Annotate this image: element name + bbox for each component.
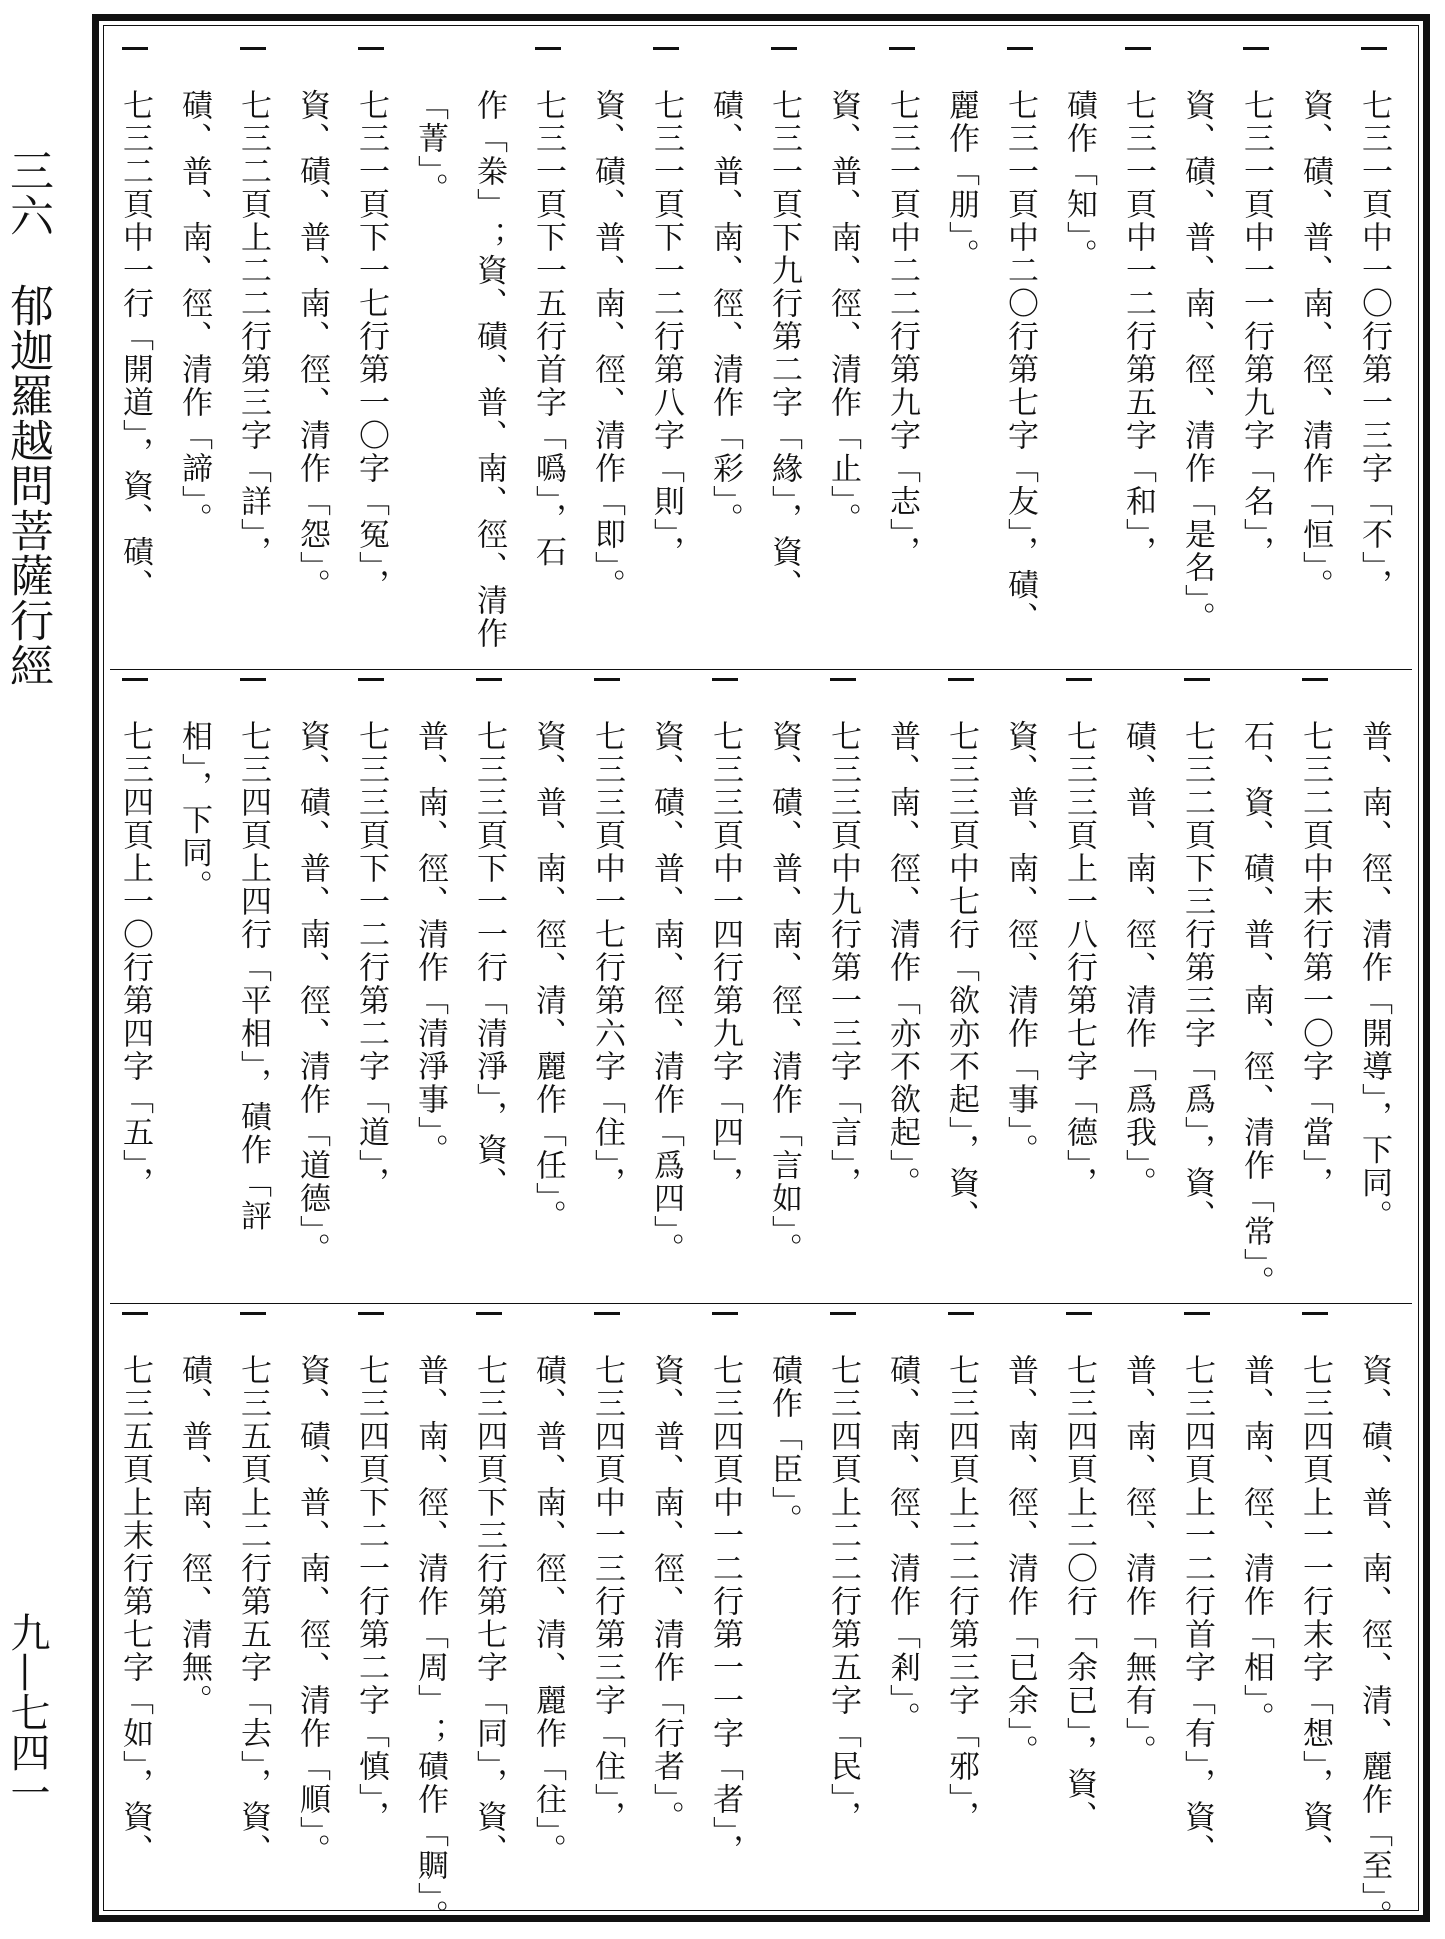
collation-continuation	[401, 39, 459, 663]
column-text: 磧、普、南、徑、清作「諦」。	[176, 89, 212, 536]
column-text: 七三二頁上二二行第三字「詳」，	[235, 89, 271, 569]
collation-continuation	[873, 670, 931, 1301]
column-text: 七三三頁中九行第一三字「言」，	[825, 720, 861, 1200]
entry-dash-mark	[358, 47, 384, 50]
column-text: 磧、普、南、徑、清作「爲我」。	[1120, 720, 1156, 1200]
collation-continuation	[1050, 39, 1108, 663]
collation-entry	[1109, 39, 1167, 663]
column-text: 石、資、磧、普、南、徑、清作「常」。	[1238, 720, 1274, 1299]
entry-dash-mark	[1066, 1312, 1092, 1315]
collation-entry	[755, 39, 813, 663]
collation-continuation	[1168, 39, 1226, 663]
entry-dash-mark	[122, 678, 148, 681]
entry-dash-mark	[476, 678, 502, 681]
column-text: 七三四頁上一一行末字「想」，資、	[1297, 1354, 1333, 1867]
collation-entry	[1168, 670, 1226, 1301]
collation-entry	[224, 1304, 282, 1923]
text-frame	[92, 14, 1430, 1933]
column-text: 七三三頁中七行「欲亦不起」，資、	[943, 720, 979, 1233]
column-text: 普、南、徑、清作「已余」。	[1002, 1354, 1038, 1768]
collation-entry	[106, 1304, 164, 1923]
column-text: 磧、普、南、徑、清無。	[176, 1354, 212, 1717]
collation-entry	[1286, 670, 1344, 1301]
collation-entry	[1050, 1304, 1108, 1923]
entry-dash-mark	[535, 47, 561, 50]
collation-continuation	[283, 670, 341, 1301]
column-text: 磧作「知」。	[1061, 89, 1097, 272]
collation-entry	[1286, 1304, 1344, 1923]
collation-entry	[224, 39, 282, 663]
entry-dash-mark	[889, 47, 915, 50]
collation-entry	[696, 1304, 754, 1923]
entry-dash-mark	[594, 1312, 620, 1315]
column-text: 資、磧、普、南、徑、清作「言如」。	[766, 720, 802, 1266]
column-text: 資、普、南、徑、清作「事」。	[1002, 720, 1038, 1167]
collation-continuation	[401, 670, 459, 1301]
entry-dash-mark	[122, 1312, 148, 1315]
collation-entry	[519, 39, 577, 663]
column-text: 七三一頁中一二行第五字「和」，	[1120, 89, 1156, 569]
collation-continuation	[1345, 1304, 1403, 1933]
collation-entry	[1227, 39, 1285, 663]
column-text: 七三一頁中二〇行第七字「友」，磧、	[1002, 89, 1038, 635]
column-text: 資、磧、普、南、徑、清作「道德」。	[294, 720, 330, 1266]
column-text: 七三一頁下一五行首字「噅」，石	[530, 89, 566, 569]
column-text: 七三四頁上一二行首字「有」，資、	[1179, 1354, 1215, 1867]
entry-dash-mark	[1184, 678, 1210, 681]
column-text: 七三一頁下一七行第一〇字「冤」，	[353, 89, 389, 602]
collation-continuation	[991, 1304, 1049, 1923]
column-text: 麗作「朋」。	[943, 89, 979, 272]
column-text: 普、南、徑、清作「清淨事」。	[412, 720, 448, 1167]
collation-continuation	[637, 670, 695, 1301]
column-text: 七三三頁中一七行第六字「住」，	[589, 720, 625, 1200]
entry-dash-mark	[1302, 678, 1328, 681]
entry-dash-mark	[1125, 47, 1151, 50]
column-text: 七三三頁下一二行第二字「道」，	[353, 720, 389, 1200]
column-text: 資、磧、普、南、徑、清作「恒」。	[1297, 89, 1333, 602]
column-text: 七三二頁中一行「開道」，資、磧、	[117, 89, 153, 602]
entry-dash-mark	[948, 1312, 974, 1315]
collation-continuation	[1345, 670, 1403, 1301]
collation-continuation	[1227, 1304, 1285, 1923]
collation-continuation	[1286, 39, 1344, 663]
collation-entry	[873, 39, 931, 663]
entry-dash-mark	[594, 678, 620, 681]
column-text: 七三四頁上二二行第五字「民」，	[825, 1354, 861, 1834]
entry-dash-mark	[948, 678, 974, 681]
column-text: 七三四頁下二一行第二字「慎」，	[353, 1354, 389, 1834]
collation-continuation	[755, 1304, 813, 1923]
entry-dash-mark	[830, 678, 856, 681]
column-text: 普、南、徑、清作「相」。	[1238, 1354, 1274, 1735]
column-text: 作「桊」；資、磧、普、南、徑、清作	[471, 89, 507, 650]
collation-continuation	[401, 1304, 459, 1933]
column-text: 普、南、徑、清作「開導」，下同。	[1356, 720, 1392, 1233]
collation-entry	[106, 670, 164, 1301]
column-text: 磧、普、南、徑、清作「彩」。	[707, 89, 743, 536]
collation-entry	[1050, 670, 1108, 1301]
collation-continuation	[873, 1304, 931, 1923]
column-text: 普、南、徑、清作「亦不欲起」。	[884, 720, 920, 1200]
collation-continuation	[1109, 670, 1167, 1301]
collation-entry	[460, 670, 518, 1301]
entry-dash-mark	[712, 678, 738, 681]
column-text: 資、普、南、徑、清、麗作「任」。	[530, 720, 566, 1233]
collation-continuation	[1227, 670, 1285, 1301]
entry-dash-mark	[771, 47, 797, 50]
entry-dash-mark	[476, 1312, 502, 1315]
page-number: 九—七四一	[4, 1612, 50, 1812]
column-text: 資、磧、普、南、徑、清、麗作「至」。	[1356, 1354, 1392, 1933]
collation-entry	[342, 39, 400, 663]
entry-dash-mark	[1302, 1312, 1328, 1315]
collation-entry	[991, 39, 1049, 663]
column-text: 七三一頁下九行第二字「緣」，資、	[766, 89, 802, 602]
collation-continuation	[696, 39, 754, 663]
column-text: 資、普、南、徑、清作「止」。	[825, 89, 861, 536]
entry-dash-mark	[358, 1312, 384, 1315]
column-text: 七三二頁中末行第一〇字「當」，	[1297, 720, 1333, 1200]
collation-entry	[814, 1304, 872, 1923]
collation-continuation	[165, 670, 223, 1301]
collation-continuation	[519, 1304, 577, 1923]
register-top	[110, 39, 1412, 663]
collation-entry	[224, 670, 282, 1301]
column-text: 七三四頁上四行「平相」，磧作「評	[235, 720, 271, 1233]
collation-continuation	[814, 39, 872, 663]
column-text: 七三四頁中一三行第三字「住」，	[589, 1354, 625, 1834]
collation-continuation	[283, 39, 341, 663]
entry-dash-mark	[122, 47, 148, 50]
column-text: 磧、南、徑、清作「剎」。	[884, 1354, 920, 1735]
collation-continuation	[991, 670, 1049, 1301]
collation-continuation	[460, 39, 518, 663]
collation-entry	[342, 1304, 400, 1923]
entry-dash-mark	[358, 678, 384, 681]
sutra-title: 三六 郁迦羅越問菩薩行經	[2, 148, 53, 688]
collation-continuation	[637, 1304, 695, 1923]
column-text: 七三四頁上一〇行第四字「五」，	[117, 720, 153, 1200]
column-text: 七三五頁上二行第五字「去」，資、	[235, 1354, 271, 1867]
column-text: 七三四頁上二〇行「余已」，資、	[1061, 1354, 1097, 1834]
column-text: 七三三頁下一一行「清淨」，資、	[471, 720, 507, 1200]
column-text: 七三四頁中一二行第一一字「者」，	[707, 1354, 743, 1867]
column-text: 資、磧、普、南、徑、清作「是名」。	[1179, 89, 1215, 635]
register-bottom	[110, 1303, 1412, 1933]
column-text: 資、磧、普、南、徑、清作「即」。	[589, 89, 625, 602]
collation-continuation	[1109, 1304, 1167, 1923]
column-text: 七三四頁下三行第七字「同」，資、	[471, 1354, 507, 1867]
entry-dash-mark	[240, 678, 266, 681]
column-text: 七三一頁下一二行第八字「則」，	[648, 89, 684, 569]
entry-dash-mark	[240, 47, 266, 50]
collation-entry	[932, 1304, 990, 1923]
column-text: 七三三頁上一八行第七字「德」，	[1061, 720, 1097, 1200]
column-text: 資、磧、普、南、徑、清作「怨」。	[294, 89, 330, 602]
column-text: 相」，下同。	[176, 720, 212, 903]
entry-dash-mark	[1007, 47, 1033, 50]
entry-dash-mark	[653, 47, 679, 50]
collation-continuation	[519, 670, 577, 1301]
collation-continuation	[165, 39, 223, 663]
entry-dash-mark	[240, 1312, 266, 1315]
column-text: 七三五頁上末行第七字「如」，資、	[117, 1354, 153, 1867]
collation-continuation	[578, 39, 636, 663]
collation-entry	[106, 39, 164, 663]
collation-entry	[637, 39, 695, 663]
collation-entry	[932, 670, 990, 1301]
column-text: 普、南、徑、清作「周」；磧作「賙」。	[412, 1354, 448, 1933]
column-text: 磧、普、南、徑、清、麗作「往」。	[530, 1354, 566, 1867]
column-text: 七三二頁下三行第三字「爲」，資、	[1179, 720, 1215, 1233]
column-text: 資、磧、普、南、徑、清作「順」。	[294, 1354, 330, 1867]
entry-dash-mark	[712, 1312, 738, 1315]
entry-dash-mark	[830, 1312, 856, 1315]
collation-entry	[578, 670, 636, 1301]
collation-continuation	[283, 1304, 341, 1923]
column-text: 磧作「臣」。	[766, 1354, 802, 1537]
column-text: 普、南、徑、清作「無有」。	[1120, 1354, 1156, 1768]
collation-entry	[342, 670, 400, 1301]
column-text: 七三三頁中一四行第九字「四」，	[707, 720, 743, 1200]
collation-entry	[1345, 39, 1403, 663]
collation-continuation	[165, 1304, 223, 1923]
column-text: 「菁」。	[412, 89, 448, 206]
entry-dash-mark	[1243, 47, 1269, 50]
column-text: 七三四頁上二二行第三字「邪」，	[943, 1354, 979, 1834]
collation-entry	[578, 1304, 636, 1923]
collation-entry	[460, 1304, 518, 1923]
collation-entry	[1168, 1304, 1226, 1923]
collation-continuation	[932, 39, 990, 663]
column-text: 七三一頁中一一行第九字「名」，	[1238, 89, 1274, 569]
column-text: 資、磧、普、南、徑、清作「爲四」。	[648, 720, 684, 1266]
collation-entry	[696, 670, 754, 1301]
collation-continuation	[755, 670, 813, 1301]
column-text: 七三一頁中二二行第九字「志」，	[884, 89, 920, 569]
column-text: 資、普、南、徑、清作「行者」。	[648, 1354, 684, 1834]
column-text: 七三一頁中一〇行第一三字「不」，	[1356, 89, 1392, 602]
entry-dash-mark	[1184, 1312, 1210, 1315]
entry-dash-mark	[1361, 47, 1387, 50]
collation-entry	[814, 670, 872, 1301]
entry-dash-mark	[1066, 678, 1092, 681]
register-middle	[110, 669, 1412, 1301]
